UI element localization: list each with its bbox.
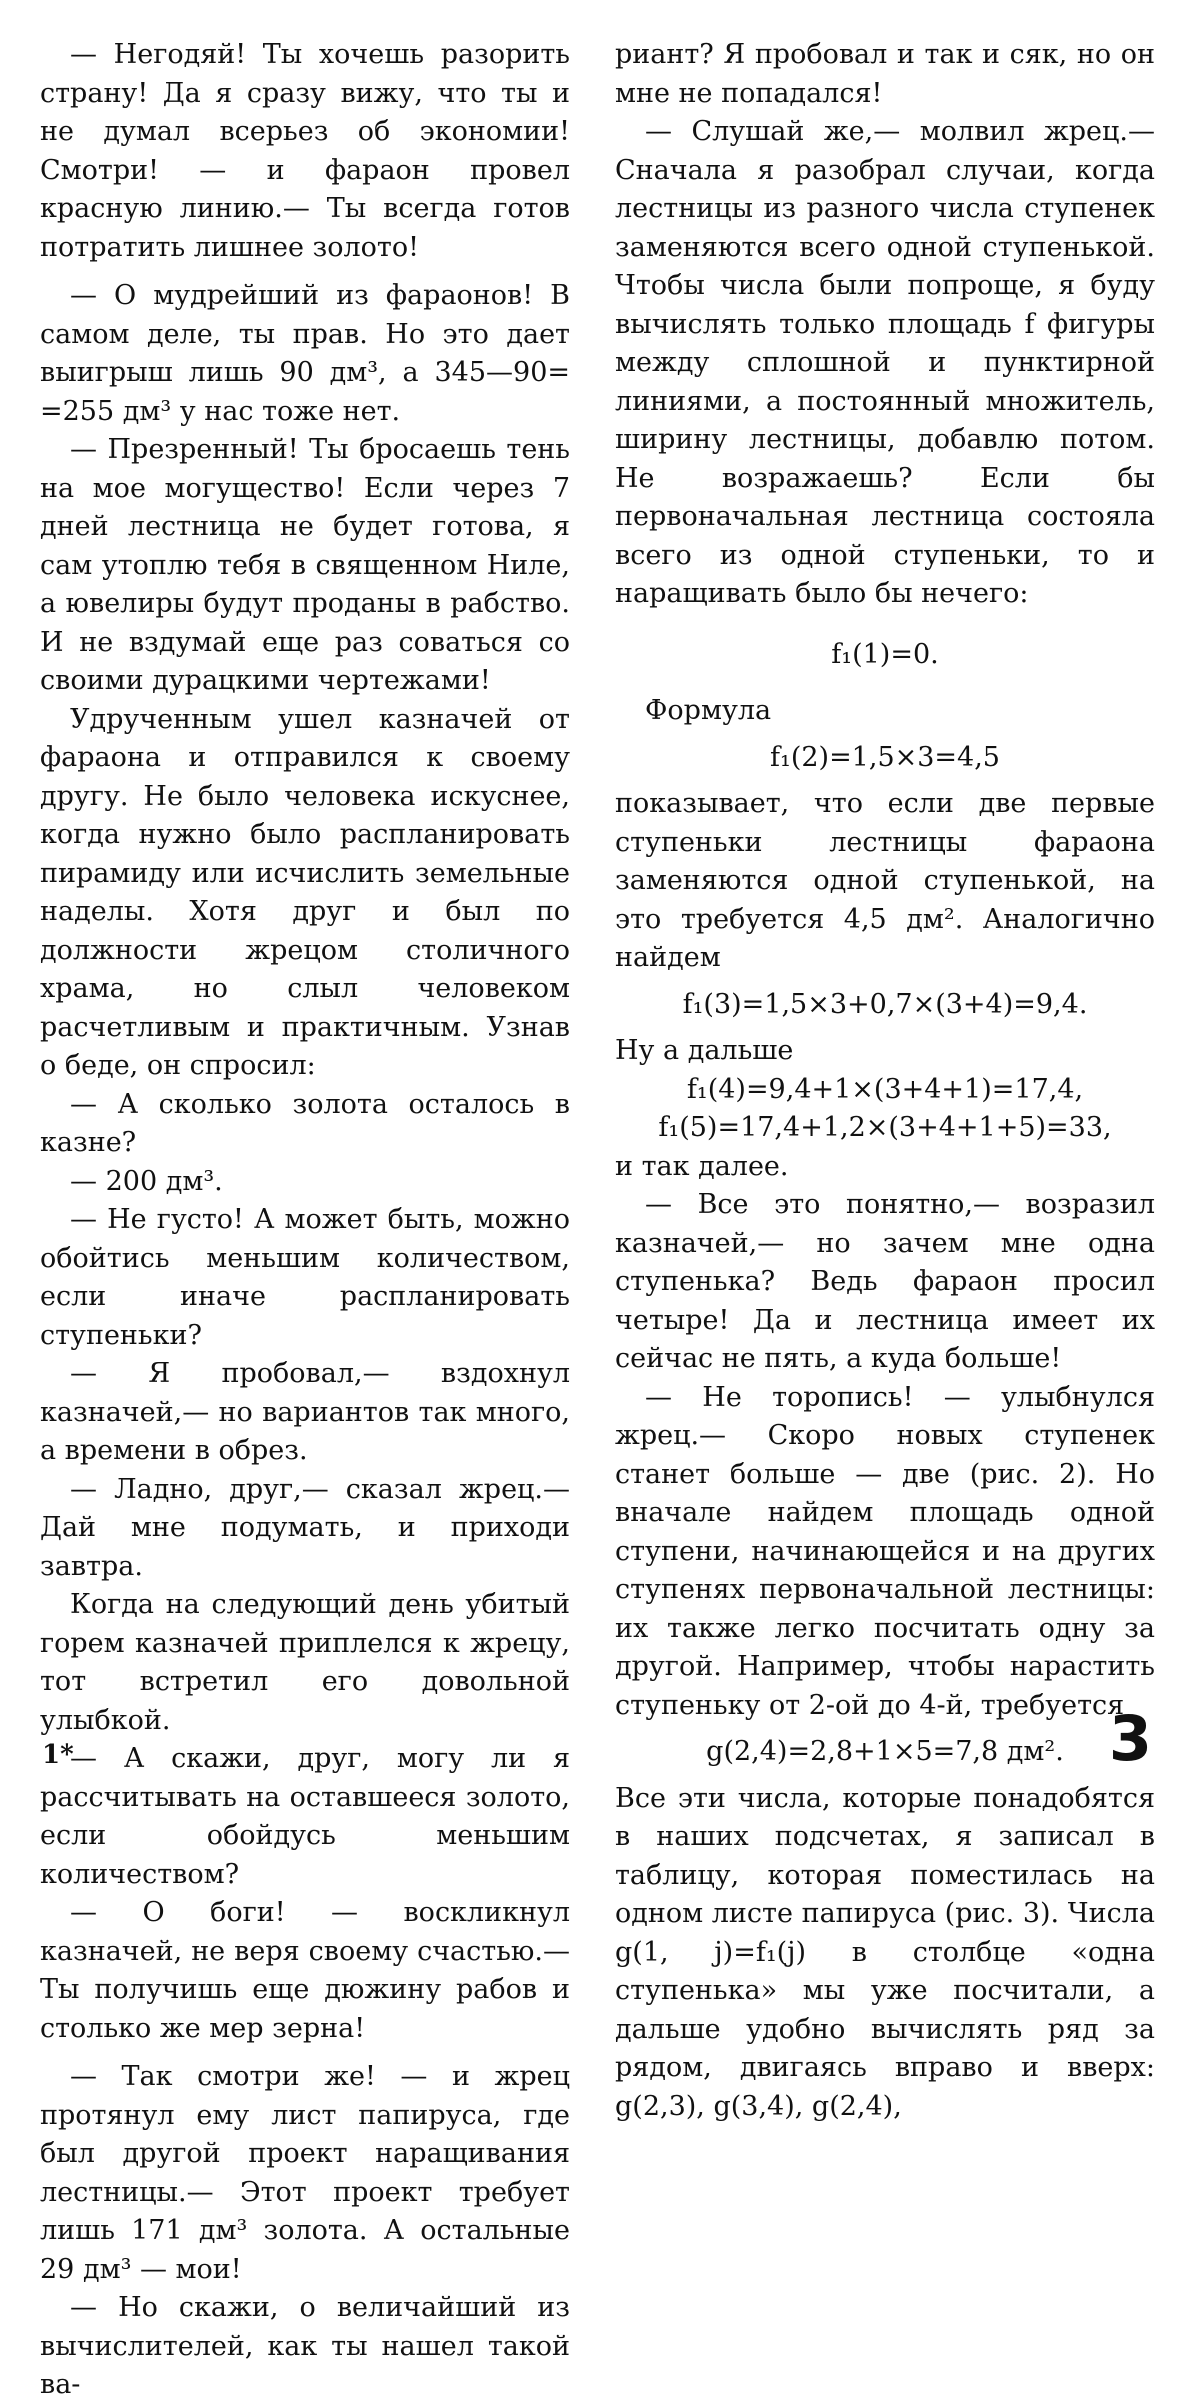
right-column [615, 36, 1155, 2126]
paragraph: — Так смотри же! — и жрец протянул ему лист папируса, где был другой проект наращивания лестницы.— Этот проект требует лишь 171 дм³ золота. А остальные 29 дм³ — мои! [40, 2061, 570, 2285]
paragraph: — Не торопись! — улыбнулся жрец.— Скоро новых ступенек станет больше — две (рис. 2). Но вначале найдем площадь одной ступени, начинающейся и на других ступенях первоначальной лестницы: их также легко посчитать одну за другой. Например, чтобы нарастить ступеньку от 2-ой до 4-й, требуется [615, 1381, 1155, 1721]
paragraph: Когда на следующий день убитый горем казначей приплелся к жрецу, тот встретил его довольной улыбкой. [40, 1589, 570, 1736]
paragraph: — О мудрейший из фараонов! В самом деле, ты прав. Но это дает выигрыш лишь 90 дм³, а 345—90= =255 дм³ у нас тоже нет. [40, 280, 570, 427]
formula: f₁(3)=1,5×3+0,7×(3+4)=9,4. [682, 988, 1088, 1020]
formula: f₁(4)=9,4+1×(3+4+1)=17,4, [686, 1073, 1084, 1105]
paragraph: — Все это понятно,— возразил казначей,— но зачем мне одна ступенька? Ведь фараон просил четыре! Да и лестница имеет их сейчас не пять, а куда больше! [615, 1189, 1155, 1374]
formula: f₁(5)=17,4+1,2×(3+4+1+5)=33, [658, 1112, 1112, 1143]
formula: f₁(1)=0. [831, 638, 939, 670]
paragraph: показывает, что если две первые ступеньки лестницы фараона заменяются одной ступенькой, на это требуется 4,5 дм². Аналогично найдем [615, 788, 1155, 973]
left-column [40, 36, 570, 2405]
paragraph: — А сколько золота осталось в казне? [40, 1088, 570, 1158]
paragraph: — О боги! — воскликнул казначей, не веря своему счастью.— Ты получишь еще дюжину рабов и столько же мер зерна! [40, 1897, 570, 2044]
paragraph: — Но скажи, о величайший из вычислителей, как ты нашел такой ва- [40, 2292, 570, 2400]
paragraph: — Слушай же,— молвил жрец.— Сначала я разобрал случаи, когда лестницы из разного числа ступенек заменяются всего одной ступенькой. Чтобы числа были попроще, я буду вычислять только площадь f фигуры между сплошной и пунктирной линиями, а постоянный множитель, ширину лестницы, добавлю потом. Не возражаешь? Если бы первоначальная лестница состояла всего из одной ступеньки, то и наращивать было бы нечего: [615, 116, 1155, 609]
paragraph: — Презренный! Ты бросаешь тень на мое могущество! Если через 7 дней лестница не будет готова, я сам утоплю тебя в священном Ниле, а ювелиры будут проданы в рабство. И не вздумай еще раз соваться со своими дурацкими чертежами! [40, 434, 570, 696]
paragraph: Все эти числа, которые понадобятся в наших подсчетах, я записал в таблицу, которая поместилась на одном листе папируса (рис. 3). Числа g(1, j)=f₁(j) в столбце «одна ступенька» мы уже посчитали, а дальше удобно вычислять ряд за рядом, двигаясь вправо и вверх: g(2,3), g(3,4), g(2,4), [615, 1782, 1155, 2122]
paragraph: и так далее. [615, 1150, 789, 1182]
paragraph: риант? Я пробовал и так и сяк, но он мне не попадался! [615, 39, 1155, 109]
paragraph: — 200 дм³. [70, 1165, 223, 1197]
paragraph: — Негодяй! Ты хочешь разорить страну! Да я сразу вижу, что ты и не думал всерьез об экономии! Смотри! — и фараон провел красную линию.— Ты всегда готов потратить лишнее золото! [40, 39, 570, 263]
page-number: 3 [1108, 1702, 1152, 1775]
paragraph: Удрученным ушел казначей от фараона и отправился к своему другу. Не было человека искуснее, когда нужно было распланировать пирамиду или исчислить земельные наделы. Хотя друг и был по должности жрецом столичного храма, но слыл человеком расчетливым и практичным. Узнав о беде, он спросил: [40, 703, 570, 1081]
paragraph: Ну а дальше [615, 1035, 794, 1066]
formula: f₁(2)=1,5×3=4,5 [770, 741, 1000, 773]
formula: g(2,4)=2,8+1×5=7,8 дм². [706, 1736, 1064, 1767]
paragraph: — Ладно, друг,— сказал жрец.— Дай мне подумать, и приходи завтра. [40, 1473, 570, 1582]
paragraph: — А скажи, друг, могу ли я рассчитывать на оставшееся золото, если обойдусь меньшим количеством? [40, 1743, 570, 1890]
paragraph: Формула [645, 695, 772, 726]
paragraph: — Не густо! А может быть, можно обойтись меньшим количеством, если иначе распланировать ступеньки? [40, 1204, 570, 1351]
paragraph: — Я пробовал,— вздохнул казначей,— но вариантов так много, а времени в обрез. [40, 1358, 570, 1466]
signature-mark: 1* [42, 1740, 74, 1770]
